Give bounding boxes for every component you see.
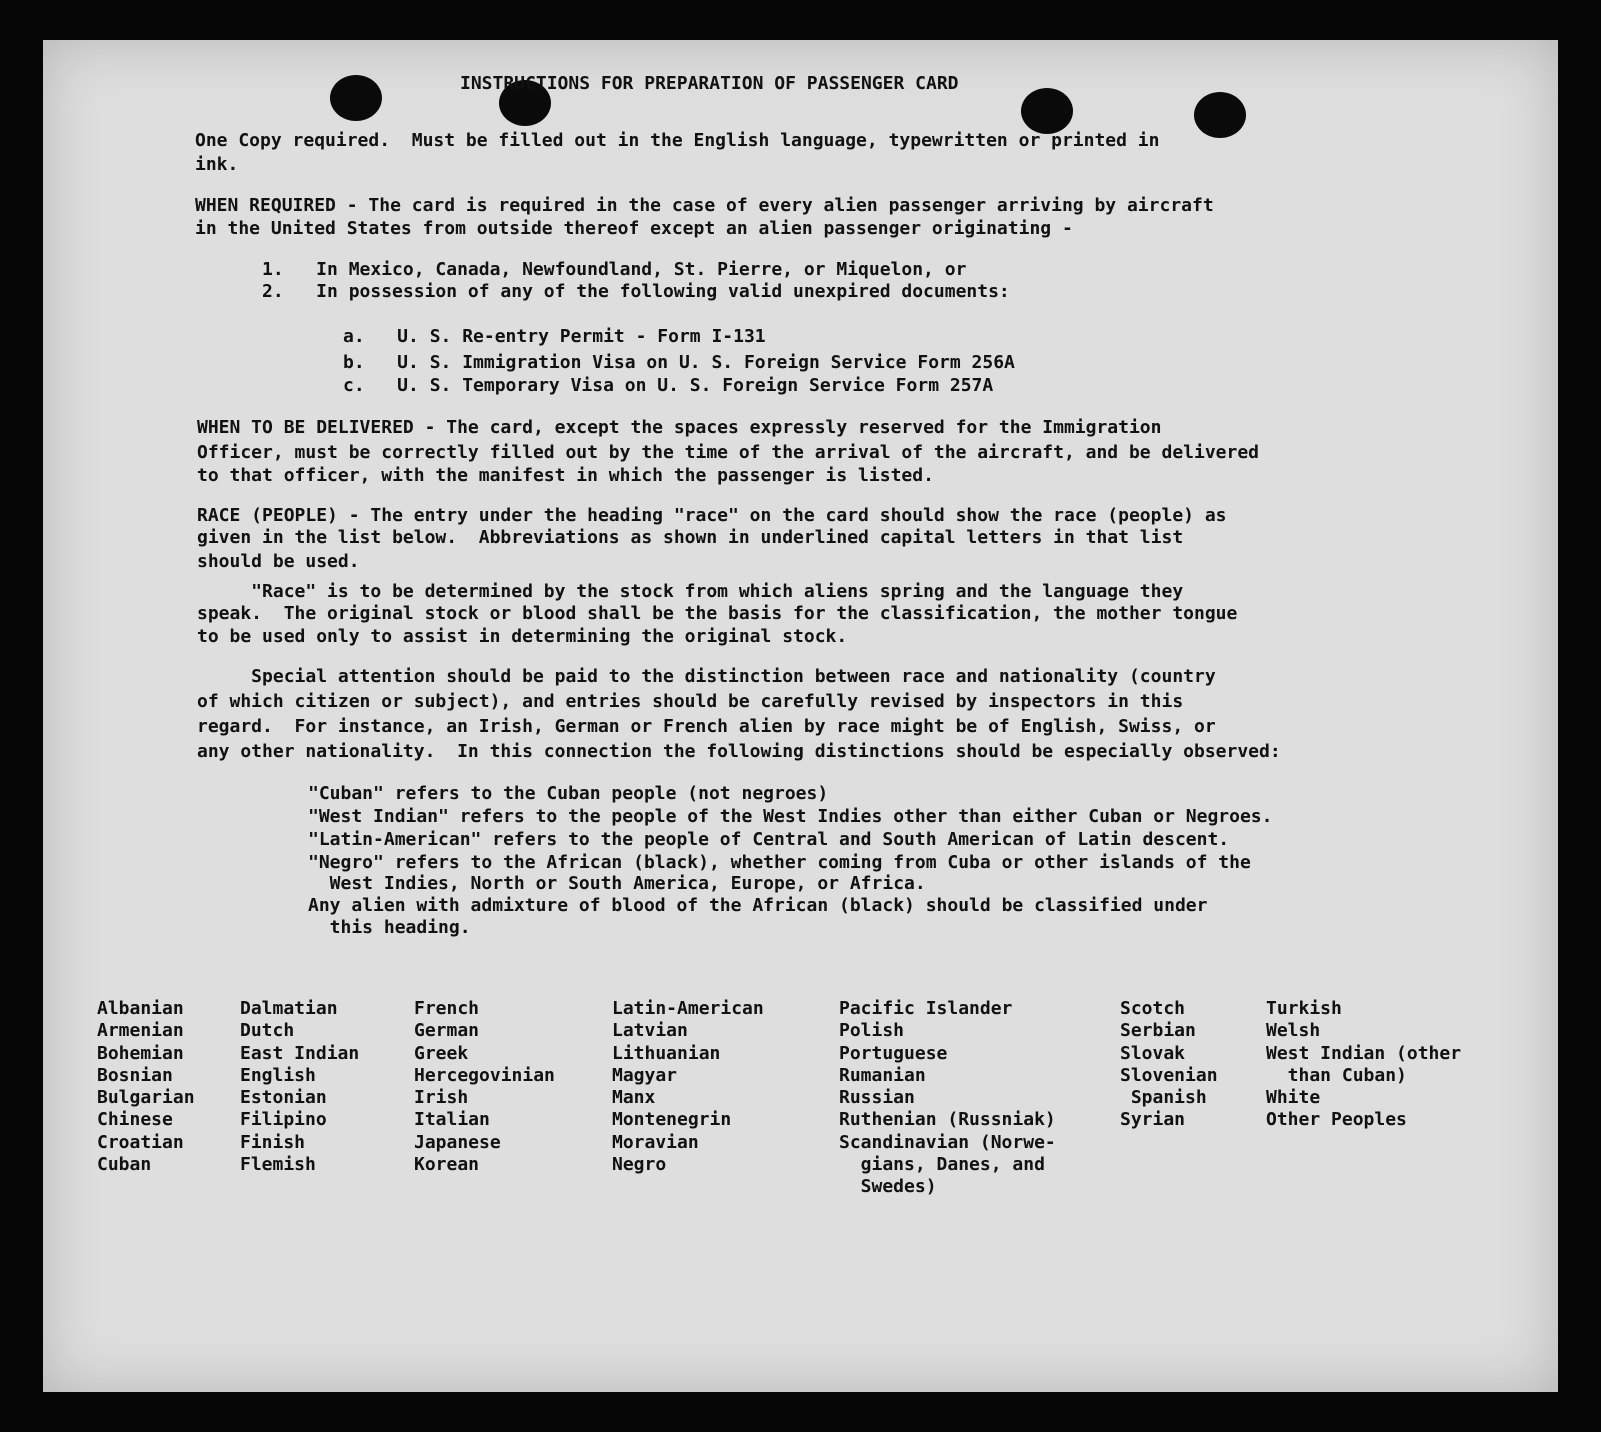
race-paragraph-line: should be used.	[197, 551, 360, 572]
race-column	[1120, 998, 1218, 1132]
race-entry: Russian	[839, 1087, 915, 1109]
race-column	[414, 998, 555, 1176]
special-attention-line: of which citizen or subject), and entries should be carefully revised by inspectors in this	[197, 691, 1184, 712]
race-entry: Negro	[612, 1154, 667, 1176]
race-entry: Filipino	[240, 1109, 327, 1131]
race-entry: Other Peoples	[1266, 1109, 1407, 1131]
race-entry: Flemish	[240, 1154, 316, 1176]
race-definition-line: to be used only to assist in determining the original stock.	[197, 626, 848, 647]
special-attention-line: Special attention should be paid to the distinction between race and nationality (country	[197, 666, 1216, 687]
race-entry: Albanian	[97, 998, 184, 1019]
race-entry: Chinese	[97, 1109, 173, 1131]
when-required-line: WHEN REQUIRED - The card is required in the case of every alien passenger arriving by aircraft	[195, 195, 1214, 216]
origin-item: 1. In Mexico, Canada, Newfoundland, St. Pierre, or Miquelon, or	[262, 259, 967, 280]
race-column	[97, 998, 195, 1176]
race-entry: Syrian	[1120, 1109, 1186, 1131]
race-column	[240, 998, 359, 1176]
distinction-line: West Indies, North or South America, Europe, or Africa.	[308, 873, 926, 894]
race-entry: French	[414, 998, 480, 1019]
race-entry: Latin-American	[612, 998, 764, 1019]
when-delivered-line: to that officer, with the manifest in which the passenger is listed.	[197, 465, 934, 486]
punch-hole	[1194, 92, 1246, 138]
punch-hole	[1021, 88, 1073, 134]
race-entry: Scotch	[1120, 998, 1186, 1019]
race-entry: German	[414, 1020, 480, 1042]
race-entry: Magyar	[612, 1064, 678, 1086]
punch-hole	[330, 75, 382, 121]
race-entry: Bosnian	[97, 1064, 173, 1086]
race-entry: Korean	[414, 1154, 480, 1176]
race-definition-line: "Race" is to be determined by the stock from which aliens spring and the language they	[197, 581, 1184, 602]
document-item: b. U. S. Immigration Visa on U. S. Foreign Service Form 256A	[343, 352, 1015, 373]
race-entry: Welsh	[1266, 1020, 1321, 1042]
race-entry: Estonian	[240, 1087, 327, 1109]
document-item: a. U. S. Re-entry Permit - Form I-131	[343, 326, 766, 347]
race-entry: than Cuban)	[1266, 1064, 1407, 1086]
race-entry: West Indian (other	[1266, 1042, 1462, 1064]
race-entry: Finish	[240, 1131, 306, 1153]
race-entry: Croatian	[97, 1131, 184, 1153]
distinction-line: Any alien with admixture of blood of the African (black) should be classified under	[308, 895, 1208, 916]
race-entry: East Indian	[240, 1042, 360, 1064]
race-entry: Polish	[839, 1020, 905, 1042]
when-delivered-line: WHEN TO BE DELIVERED - The card, except the spaces expressly reserved for the Immigration	[197, 417, 1162, 438]
race-entry: Swedes)	[839, 1176, 937, 1198]
race-paragraph-line: RACE (PEOPLE) - The entry under the heading "race" on the card should show the race (people) as	[197, 505, 1227, 526]
race-entry: Bulgarian	[97, 1087, 195, 1109]
race-entry: Montenegrin	[612, 1109, 732, 1131]
race-column	[839, 998, 1056, 1199]
race-entry: Scandinavian (Norwe-	[839, 1131, 1056, 1153]
race-entry: Irish	[414, 1087, 469, 1109]
intro-line: ink.	[195, 154, 239, 175]
race-entry: Dalmatian	[240, 998, 338, 1019]
race-entry: Serbian	[1120, 1020, 1196, 1042]
distinction-line: "Latin-American" refers to the people of Central and South American of Latin descent.	[308, 829, 1230, 850]
race-entry: Latvian	[612, 1020, 688, 1042]
race-entry: Spanish	[1120, 1087, 1207, 1109]
race-entry: Manx	[612, 1087, 656, 1109]
special-attention-line: regard. For instance, an Irish, German or French alien by race might be of English, Swiss, or	[197, 716, 1216, 737]
race-column	[612, 998, 764, 1176]
when-delivered-line: Officer, must be correctly filled out by the time of the arrival of the aircraft, and be delivered	[197, 442, 1260, 463]
race-entry: White	[1266, 1087, 1321, 1109]
race-entry: gians, Danes, and	[839, 1154, 1045, 1176]
race-entry: Dutch	[240, 1020, 295, 1042]
race-entry: Hercegovinian	[414, 1064, 555, 1086]
race-entry: Moravian	[612, 1131, 699, 1153]
race-entry: Pacific Islander	[839, 998, 1013, 1019]
race-definition-line: speak. The original stock or blood shall be the basis for the classification, the mother tongue	[197, 603, 1238, 624]
race-entry: Slovenian	[1120, 1064, 1218, 1086]
race-entry: Lithuanian	[612, 1042, 721, 1064]
race-entry: Turkish	[1266, 998, 1342, 1019]
race-entry: Italian	[414, 1109, 490, 1131]
special-attention-line: any other nationality. In this connection the following distinctions should be especially observed:	[197, 741, 1281, 762]
origin-item: 2. In possession of any of the following valid unexpired documents:	[262, 281, 1010, 302]
race-entry: Rumanian	[839, 1064, 926, 1086]
race-entry: Slovak	[1120, 1042, 1186, 1064]
race-entry: Armenian	[97, 1020, 184, 1042]
document-title: INSTRUCTIONS FOR PREPARATION OF PASSENGER CARD	[460, 73, 959, 94]
race-entry: Bohemian	[97, 1042, 184, 1064]
document-item: c. U. S. Temporary Visa on U. S. Foreign Service Form 257A	[343, 375, 994, 396]
distinction-line: "Cuban" refers to the Cuban people (not negroes)	[308, 783, 829, 804]
race-column	[1266, 998, 1461, 1132]
race-entry: Ruthenian (Russniak)	[839, 1109, 1056, 1131]
distinction-line: this heading.	[308, 917, 471, 938]
race-paragraph-line: given in the list below. Abbreviations as shown in underlined capital letters in that list	[197, 527, 1184, 548]
race-entry: Portuguese	[839, 1042, 948, 1064]
race-entry: Cuban	[97, 1154, 152, 1176]
when-required-line: in the United States from outside thereof except an alien passenger originating -	[195, 218, 1073, 239]
distinction-line: "Negro" refers to the African (black), whether coming from Cuba or other islands of the	[308, 852, 1251, 873]
race-entry: Greek	[414, 1042, 469, 1064]
race-entry: English	[240, 1064, 316, 1086]
distinction-line: "West Indian" refers to the people of the West Indies other than either Cuban or Negroes.	[308, 806, 1273, 827]
race-entry: Japanese	[414, 1131, 501, 1153]
intro-line: One Copy required. Must be filled out in the English language, typewritten or printed in	[195, 130, 1160, 151]
